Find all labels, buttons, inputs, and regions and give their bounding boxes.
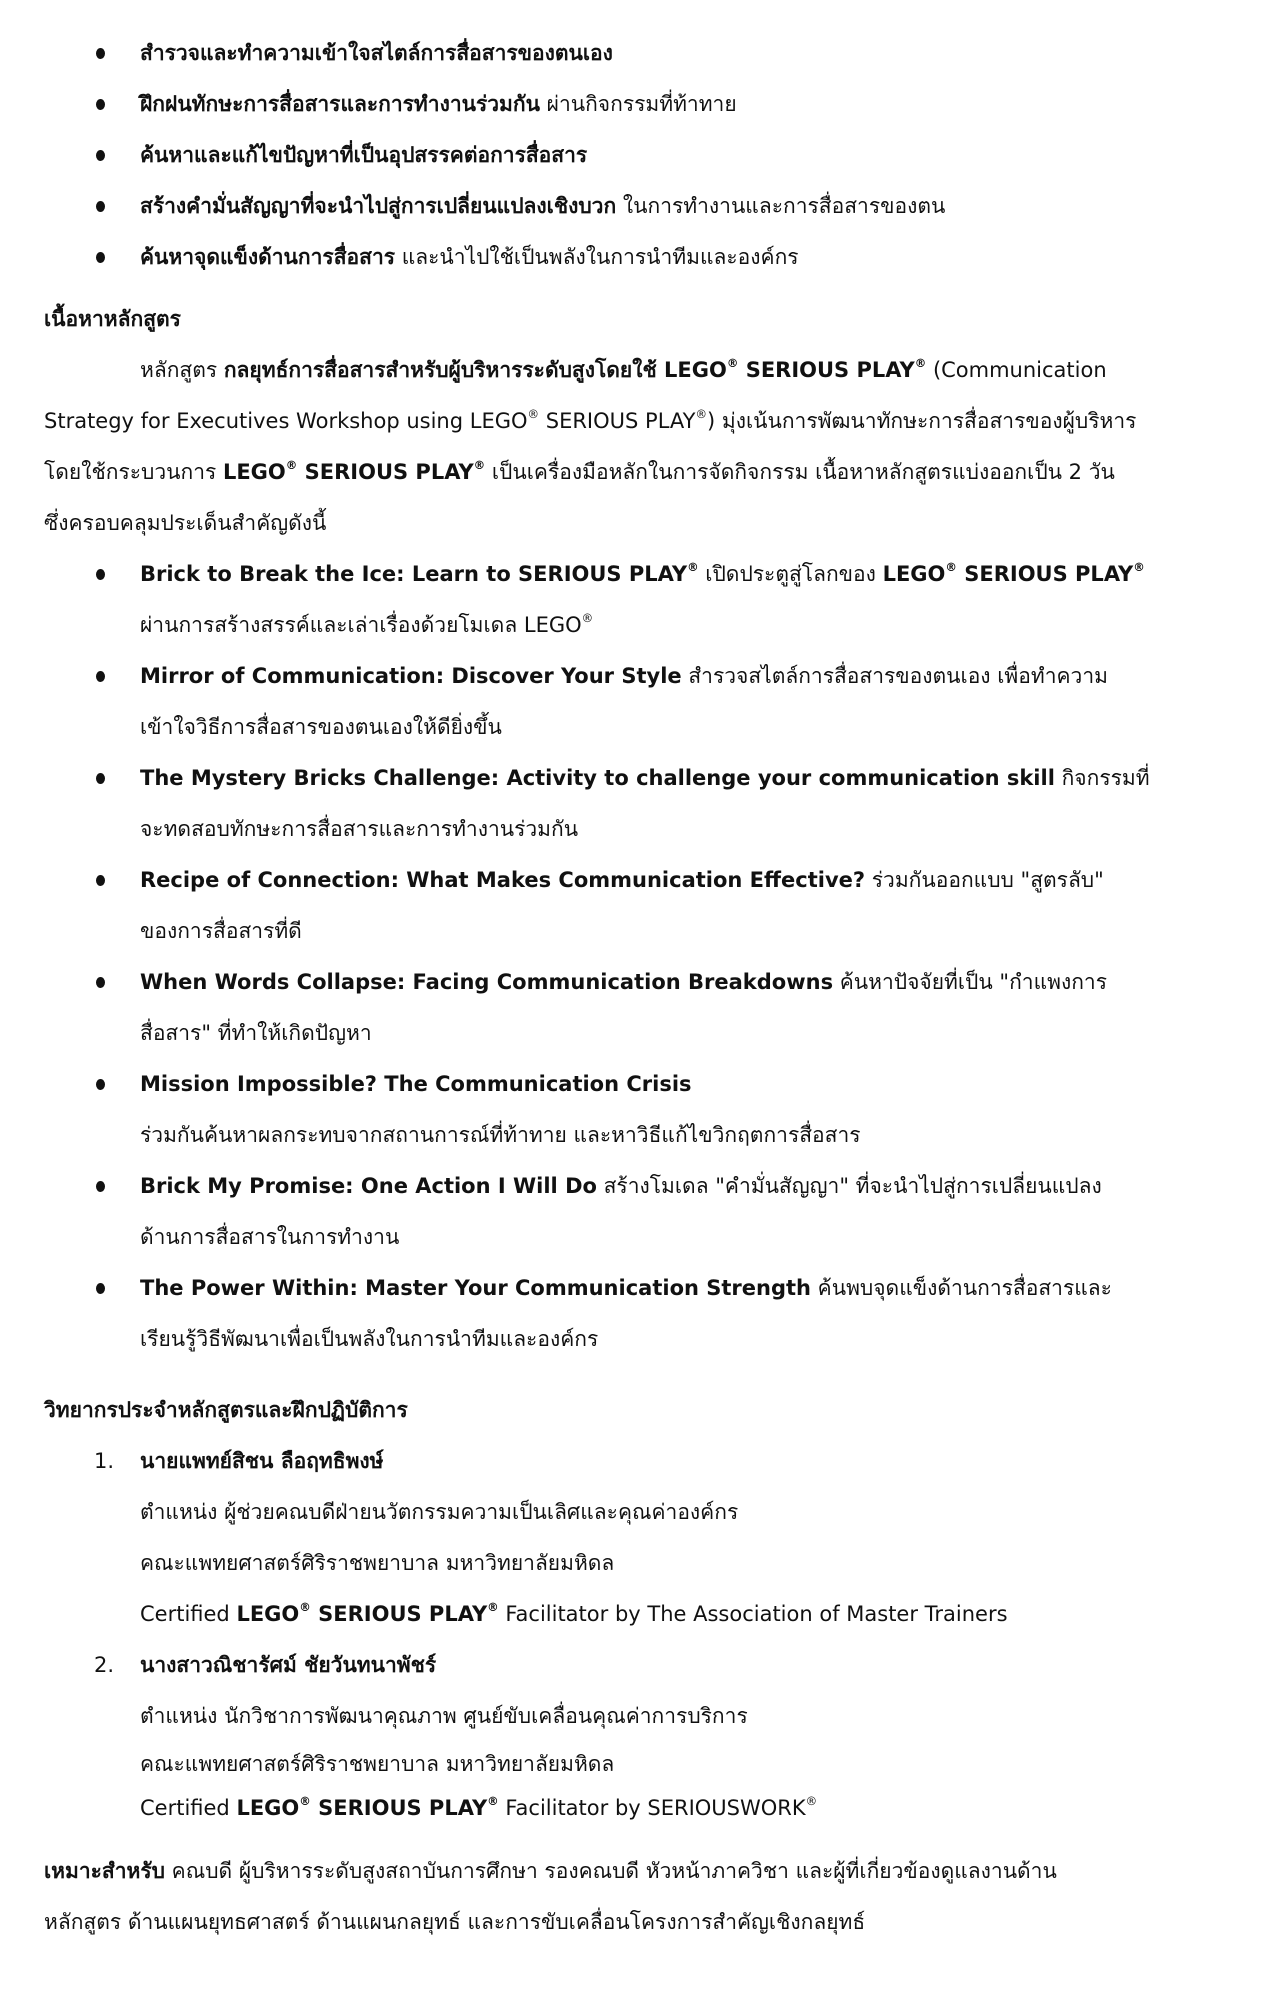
lego-bold: LEGO [236,1602,300,1626]
intro-text: Strategy for Executives Workshop using LEGO [44,409,528,433]
module-desc: สร้างโมเดล "คำมั่นสัญญา" ที่จะนำไปสู่การเปลี่ยนแปลง [596,1174,1102,1198]
course-title: กลยุทธ์การสื่อสารสำหรับผู้บริหารระดับสูงโดยใช้ LEGO [223,358,727,382]
cert-text: Facilitator by The Association of Master Trainers [498,1602,1008,1626]
bullet-icon [96,201,105,212]
objective-item [44,130,1232,181]
registered-mark: ® [487,1794,499,1809]
module-desc-line2: ของการสื่อสารที่ดี [140,919,302,943]
audience-text: หลักสูตร ด้านแผนยุทธศาสตร์ ด้านแผนกลยุทธ์ และการขับเคลื่อนโครงการสำคัญเชิงกลยุทธ์ [44,1910,866,1934]
module-title: Recipe of Connection: What Makes Communication Effective? [140,868,866,892]
objective-bold: ค้นหาจุดแข็งด้านการสื่อสาร [140,245,396,269]
serious-play-bold: SERIOUS PLAY [310,1796,488,1820]
intro-text: ) มุ่งเน้นการพัฒนาทักษะการสื่อสารของผู้บริหาร [706,409,1137,433]
cert-text: Certified [140,1602,237,1626]
registered-mark: ® [1133,560,1145,575]
objective-bold: ค้นหาและแก้ไขปัญหาที่เป็นอุปสรรคต่อการสื่อสาร [140,143,588,167]
serious-play-bold: SERIOUS PLAY [310,1602,488,1626]
module-title: Brick to Break the Ice: Learn to SERIOUS PLAY [140,562,688,586]
module-item [44,1161,1232,1263]
speaker-position: ตำแหน่ง ผู้ช่วยคณบดีฝ่ายนวัตกรรมความเป็นเลิศและคุณค่าองค์กร [140,1500,739,1524]
registered-mark: ® [695,407,707,422]
module-title: Brick My Promise: One Action I Will Do [140,1174,597,1198]
registered-mark: ® [914,356,927,371]
speaker-cert [140,1589,1232,1640]
registered-mark: ® [487,1600,499,1615]
intro-text: หลักสูตร [140,358,224,382]
speakers-list [44,1436,1232,1830]
objective-item [44,232,1232,283]
registered-mark: ® [473,458,486,473]
module-title: When Words Collapse: Facing Communication Breakdowns [140,970,834,994]
lego-bold: LEGO [222,460,286,484]
serious-play-bold: SERIOUS PLAY [956,562,1134,586]
bullet-icon [96,1181,105,1192]
content-intro [44,345,1232,549]
registered-mark: ® [299,1794,311,1809]
intro-text: ซึ่งครอบคลุมประเด็นสำคัญดังนี้ [44,511,327,535]
bullet-icon [96,671,105,682]
bullet-icon [96,773,105,784]
module-desc: สำรวจสไตล์การสื่อสารของตนเอง เพื่อทำความ [681,664,1108,688]
modules-list [44,549,1232,1365]
module-desc-line2: ด้านการสื่อสารในการทำงาน [140,1225,400,1249]
speaker-number: 2. [94,1653,115,1677]
cert-text: Certified [140,1796,237,1820]
module-desc-line2: เข้าใจวิธีการสื่อสารของตนเองให้ดียิ่งขึ้น [140,715,502,739]
cert-text: Facilitator by SERIOUSWORK [498,1796,806,1820]
speaker-org: คณะแพทยศาสตร์ศิริราชพยาบาล มหาวิทยาลัยมหิดล [140,1551,615,1575]
module-title: The Mystery Bricks Challenge: Activity to challenge your communication skill [140,766,1055,790]
objective-item [44,181,1232,232]
module-desc: ค้นหาปัจจัยที่เป็น "กำแพงการ [833,970,1108,994]
bullet-icon [96,48,105,59]
bullet-icon [96,252,105,263]
bullet-icon [96,150,105,161]
module-item [44,1059,1232,1161]
objective-bold: ฝึกฝนทักษะการสื่อสารและการทำงานร่วมกัน [140,92,540,116]
bullet-icon [96,569,105,580]
module-title: Mirror of Communication: Discover Your Style [140,664,682,688]
speaker-item [44,1640,1232,1830]
module-item [44,753,1232,855]
speaker-cert [140,1786,1232,1830]
registered-mark: ® [527,407,540,422]
module-item [44,651,1232,753]
module-desc: กิจกรรมที่ [1054,766,1150,790]
registered-mark: ® [299,1600,311,1615]
module-item [44,549,1232,651]
lego-bold: LEGO [236,1796,300,1820]
module-desc-line2: จะทดสอบทักษะการสื่อสารและการทำงานร่วมกัน [140,817,579,841]
speaker-item [44,1436,1232,1640]
speaker-position: ตำแหน่ง นักวิชาการพัฒนาคุณภาพ ศูนย์ขับเคลื่อนคุณค่าการบริการ [140,1704,748,1728]
speakers-heading: วิทยากรประจำหลักสูตรและฝึกปฏิบัติการ [44,1398,408,1422]
intro-text: SERIOUS PLAY [539,409,696,433]
module-desc: ร่วมกันออกแบบ "สูตรลับ" [865,868,1104,892]
module-item [44,1263,1232,1365]
module-title: The Power Within: Master Your Communication Strength [140,1276,811,1300]
registered-mark: ® [726,356,739,371]
module-desc-line2: ผ่านการสร้างสรรค์และเล่าเรื่องด้วยโมเดล LEGO [140,613,582,637]
objective-rest: ผ่านกิจกรรมที่ท้าทาย [539,92,737,116]
objective-item [44,28,1232,79]
module-title: Mission Impossible? The Communication Crisis [140,1072,692,1096]
registered-mark: ® [945,560,957,575]
bullet-icon [96,99,105,110]
bullet-icon [96,1079,105,1090]
speaker-name: นางสาวณิชารัศม์ ชัยวันทนาพัชร์ [140,1653,437,1677]
module-desc: ค้นพบจุดแข็งด้านการสื่อสารและ [811,1276,1112,1300]
bullet-icon [96,875,105,886]
bullet-icon [96,1283,105,1294]
registered-mark: ® [581,611,594,626]
registered-mark: ® [805,1794,818,1809]
objective-item [44,79,1232,130]
registered-mark: ® [285,458,298,473]
audience-text: คณบดี ผู้บริหารระดับสูงสถาบันการศึกษา รองคณบดี หัวหน้าภาควิชา และผู้ที่เกี่ยวข้องดูแลงานด้าน [165,1859,1057,1883]
registered-mark: ® [687,560,699,575]
intro-text: (Communication [926,358,1107,382]
audience-label: เหมาะสำหรับ [44,1859,165,1883]
module-desc-line2: สื่อสาร" ที่ทำให้เกิดปัญหา [140,1021,372,1045]
lego-bold: LEGO [882,562,946,586]
intro-text: เป็นเครื่องมือหลักในการจัดกิจกรรม เนื้อหาหลักสูตรแบ่งออกเป็น 2 วัน [485,460,1115,484]
course-title-sp: SERIOUS PLAY [738,358,915,382]
speaker-org: คณะแพทยศาสตร์ศิริราชพยาบาล มหาวิทยาลัยมหิดล [140,1752,615,1776]
objective-bold: สร้างคำมั่นสัญญาที่จะนำไปสู่การเปลี่ยนแปลงเชิงบวก [140,194,617,218]
module-desc-line2: เรียนรู้วิธีพัฒนาเพื่อเป็นพลังในการนำทีมและองค์กร [140,1327,599,1351]
module-desc: เปิดประตูสู่โลกของ [698,562,883,586]
module-desc-line2: ร่วมกันค้นหาผลกระทบจากสถานการณ์ที่ท้าทาย และหาวิธีแก้ไขวิกฤตการสื่อสาร [140,1123,861,1147]
objective-bold: สำรวจและทำความเข้าใจสไตล์การสื่อสารของตนเอง [140,41,613,65]
bullet-icon [96,977,105,988]
serious-play-bold: SERIOUS PLAY [297,460,474,484]
intro-text: โดยใช้กระบวนการ [44,460,223,484]
content-heading: เนื้อหาหลักสูตร [44,307,181,331]
objective-rest: และนำไปใช้เป็นพลังในการนำทีมและองค์กร [395,245,799,269]
audience [44,1846,1232,1948]
speaker-name: นายแพทย์สิชน ลือฤทธิพงษ์ [140,1449,384,1473]
objectives-list [44,28,1232,283]
module-item [44,855,1232,957]
module-item [44,957,1232,1059]
objective-rest: ในการทำงานและการสื่อสารของตน [616,194,946,218]
speaker-number: 1. [94,1449,115,1473]
